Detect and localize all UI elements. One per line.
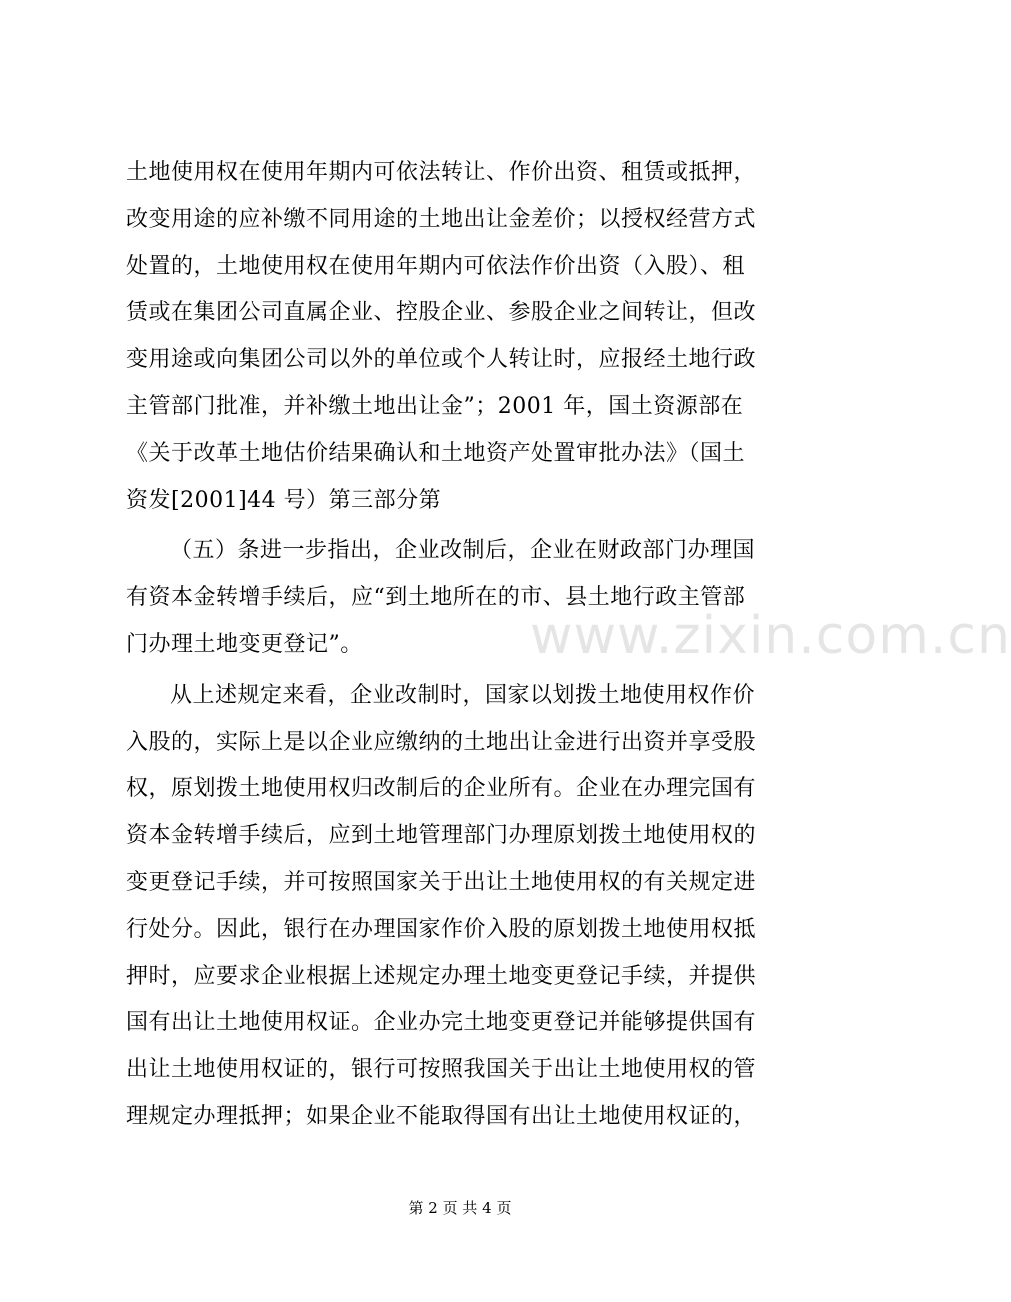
text-line: 有资本金转增手续后，应“到土地所在的市、县土地行政主管部 [126, 585, 746, 611]
text-line: 入股的，实际上是以企业应缴纳的土地出让金进行出资并享受股 [126, 729, 757, 755]
text-line: 资发[2001]44 号）第三部分第 [126, 487, 442, 513]
text-line: 国有出让土地使用权证。企业办完土地变更登记并能够提供国有 [126, 1010, 757, 1036]
text-line: 出让土地使用权证的，银行可按照我国关于出让土地使用权的管 [126, 1057, 757, 1083]
text-line: 变用途或向集团公司以外的单位或个人转让时，应报经土地行政 [126, 347, 757, 373]
text-line-indented: （五）条进一步指出，企业改制后，企业在财政部门办理国 [170, 538, 756, 564]
text-line: 改变用途的应补缴不同用途的土地出让金差价；以授权经营方式 [126, 206, 757, 232]
text-line: 处置的，土地使用权在使用年期内可依法作价出资（入股）、租 [126, 253, 746, 279]
text-line: 权，原划拨土地使用权归改制后的企业所有。企业在办理完国有 [126, 776, 757, 802]
text-line: 变更登记手续，并可按照国家关于出让土地使用权的有关规定进 [126, 869, 757, 895]
text-line: 土地使用权在使用年期内可依法转让、作价出资、租赁或抵押， [126, 160, 757, 185]
text-line: 押时，应要求企业根据上述规定办理土地变更登记手续，并提供 [126, 963, 757, 989]
text-line: 资本金转增手续后，应到土地管理部门办理原划拨土地使用权的 [126, 823, 757, 849]
text-line: 理规定办理抵押；如果企业不能取得国有出让土地使用权证的， [126, 1103, 757, 1129]
text-line: 门办理土地变更登记”。 [126, 631, 363, 657]
text-line: 《关于改革土地估价结果确认和土地资产处置审批办法》（国土 [126, 440, 746, 466]
text-line: 行处分。因此，银行在办理国家作价入股的原划拨土地使用权抵 [126, 916, 757, 942]
text-line: 赁或在集团公司直属企业、控股企业、参股企业之间转让，但改 [126, 300, 757, 326]
watermark: www.zixin.com.cn [530, 606, 1011, 666]
body-text [126, 150, 826, 1141]
text-line-indented: 从上述规定来看，企业改制时，国家以划拨土地使用权作价 [170, 682, 756, 708]
text-line: 主管部门批准，并补缴土地出让金”；2001 年，国土资源部在 [126, 393, 744, 419]
page-footer: 第 2 页 共 4 页 [408, 1199, 512, 1217]
